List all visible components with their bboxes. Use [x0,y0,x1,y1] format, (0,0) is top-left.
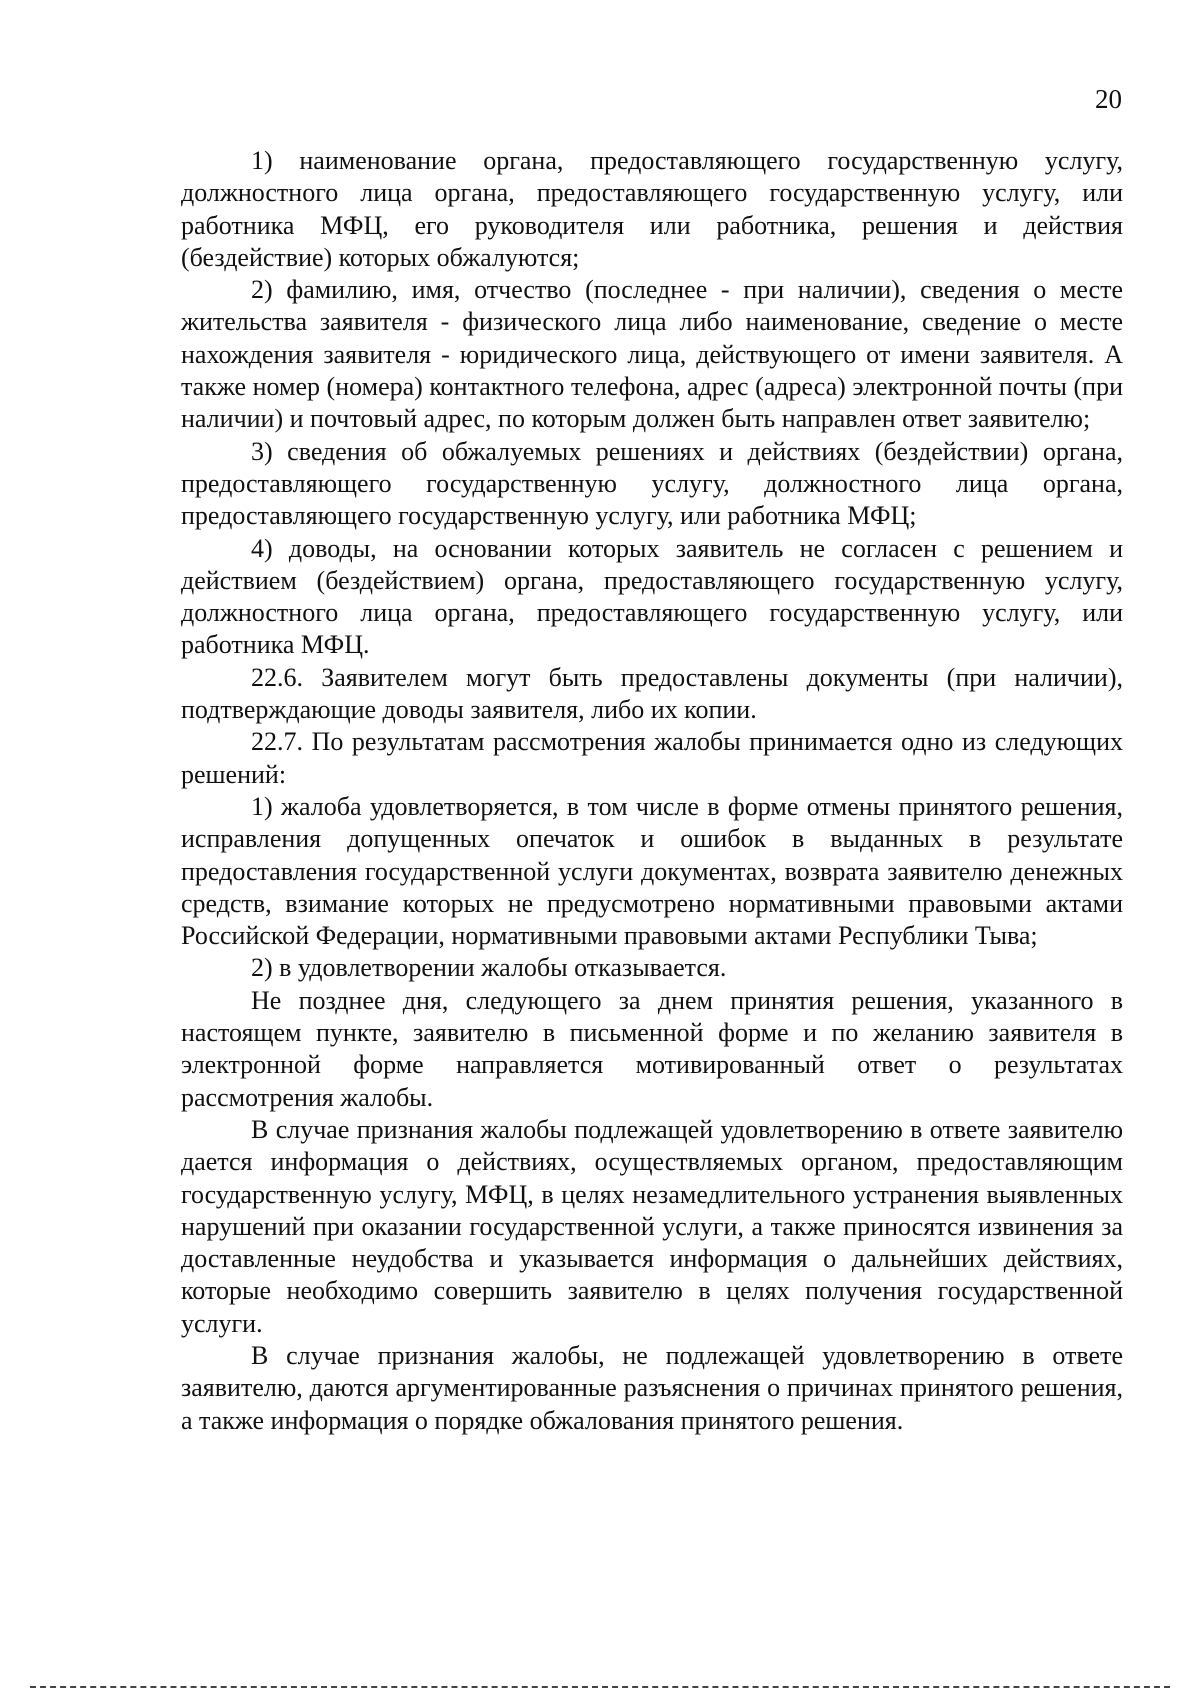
list-item-appealed-decisions: 3) сведения об обжалуемых решениях и действиях (бездействии) органа, предоставляющего государственную услугу, должностного лица органа, предоставляющего государственную услугу, или работника МФЦ; [181,436,1123,531]
list-item-arguments: 4) доводы, на основании которых заявитель не согласен с решением и действием (бездействием) органа, предоставляющего государственную услугу, должностного лица органа, предоставляющего государственную услугу, или работника МФЦ. [181,533,1123,660]
scan-edge-line [30,1686,1170,1688]
clause-22-6: 22.6. Заявителем могут быть предоставлены документы (при наличии), подтверждающие доводы заявителя, либо их копии. [181,662,1123,725]
paragraph-response-deadline: Не позднее дня, следующего за днем принятия решения, указанного в настоящем пункте, заявителю в письменной форме и по желанию заявителя в электронной форме направляется мотивированный ответ о результатах рассмотрения жалобы. [181,985,1123,1112]
paragraph-complaint-satisfied: В случае признания жалобы подлежащей удовлетворению в ответе заявителю дается информация о действиях, осуществляемых органом, предоставляющим государственную услугу, МФЦ, в целях незамедлительного устранения выявленных нарушений при оказании государственной услуги, а также приносятся извинения за доставленные неудобства и указывается информация о дальнейших действиях, которые необходимо совершить заявителю в целях получения государственной услуги. [181,1114,1123,1338]
list-item-organ-name: 1) наименование органа, предоставляющего государственную услугу, должностного лица органа, предоставляющего государственную услугу, или работника МФЦ, его руководителя или работника, решения и действия (бездействие) которых обжалуются; [181,146,1123,272]
document-body [181,145,1123,1437]
decision-item-satisfied: 1) жалоба удовлетворяется, в том числе в форме отмены принятого решения, исправления допущенных опечаток и ошибок в выданных в результате предоставления государственной услуги документах, возврата заявителю денежных средств, взимание которых не предусмотрено нормативными правовыми актами Российской Федерации, нормативными правовыми актами Республики Тыва; [181,791,1123,951]
list-item-applicant-details: 2) фамилию, имя, отчество (последнее - при наличии), сведения о месте жительства заявителя - физического лица либо наименование, сведение о месте нахождения заявителя - юридического лица, действующего от имени заявителя. А также номер (номера) контактного телефона, адрес (адреса) электронной почты (при наличии) и почтовый адрес, по которым должен быть направлен ответ заявителю; [181,275,1123,434]
paragraph-complaint-rejected: В случае признания жалобы, не подлежащей удовлетворению в ответе заявителю, даются аргументированные разъяснения о причинах принятого решения, а также информация о порядке обжалования принятого решения. [181,1340,1123,1435]
page-number: 20 [1095,84,1122,114]
clause-22-7: 22.7. По результатам рассмотрения жалобы принимается одно из следующих решений: [181,727,1123,789]
decision-item-refused: 2) в удовлетворении жалобы отказывается. [251,953,727,983]
